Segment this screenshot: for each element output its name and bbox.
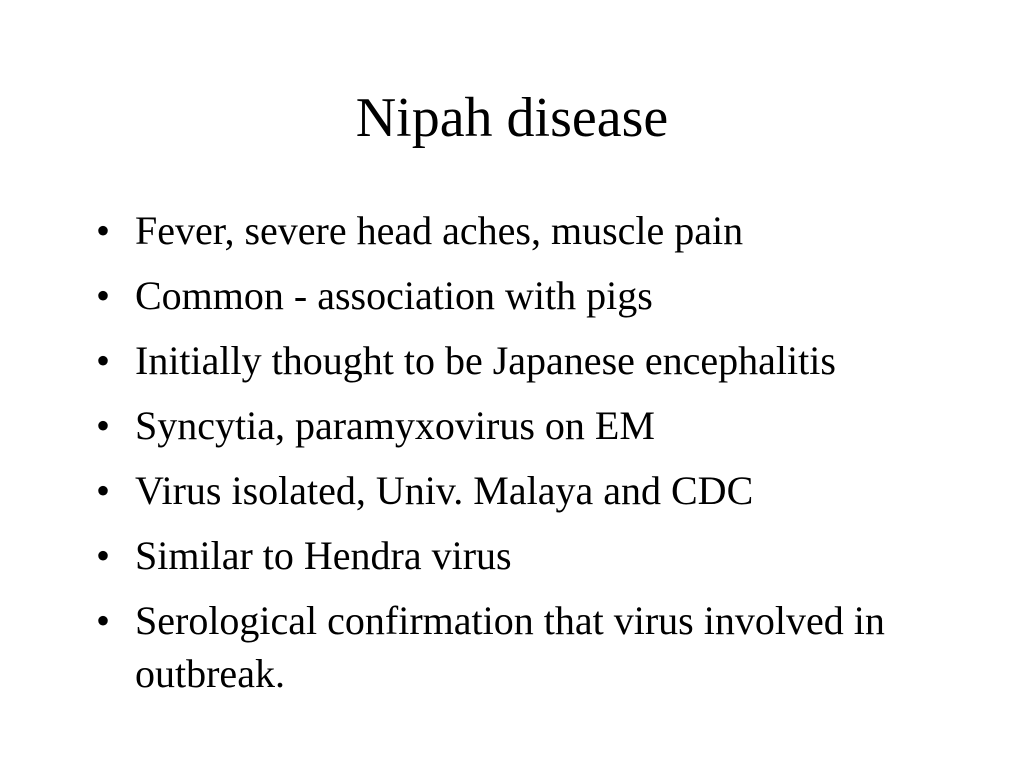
bullet-item <box>96 594 976 700</box>
bullet-dot-icon: • <box>96 533 111 578</box>
bullet-item <box>96 334 976 387</box>
bullet-dot-icon: • <box>96 468 111 513</box>
bullet-item <box>96 464 976 517</box>
slide-title: Nipah disease <box>355 87 669 149</box>
bullet-item <box>96 204 976 257</box>
bullet-text: Initially thought to be Japanese encephalitis <box>135 338 836 383</box>
bullet-dot-icon: • <box>96 273 111 318</box>
bullet-text: Virus isolated, Univ. Malaya and CDC <box>135 468 754 513</box>
bullet-text: Fever, severe head aches, muscle pain <box>135 208 744 253</box>
bullet-dot-icon: • <box>96 208 111 253</box>
bullet-list <box>96 204 976 712</box>
bullet-text: Common - association with pigs <box>135 273 653 318</box>
bullet-item <box>96 529 976 582</box>
bullet-item <box>96 399 976 452</box>
bullet-dot-icon: • <box>96 403 111 448</box>
bullet-text: Serological confirmation that virus involved in outbreak. <box>135 598 885 696</box>
bullet-item <box>96 269 976 322</box>
bullet-dot-icon: • <box>96 338 111 383</box>
bullet-text: Syncytia, paramyxovirus on EM <box>135 403 655 448</box>
bullet-text: Similar to Hendra virus <box>135 533 512 578</box>
bullet-dot-icon: • <box>96 598 111 643</box>
